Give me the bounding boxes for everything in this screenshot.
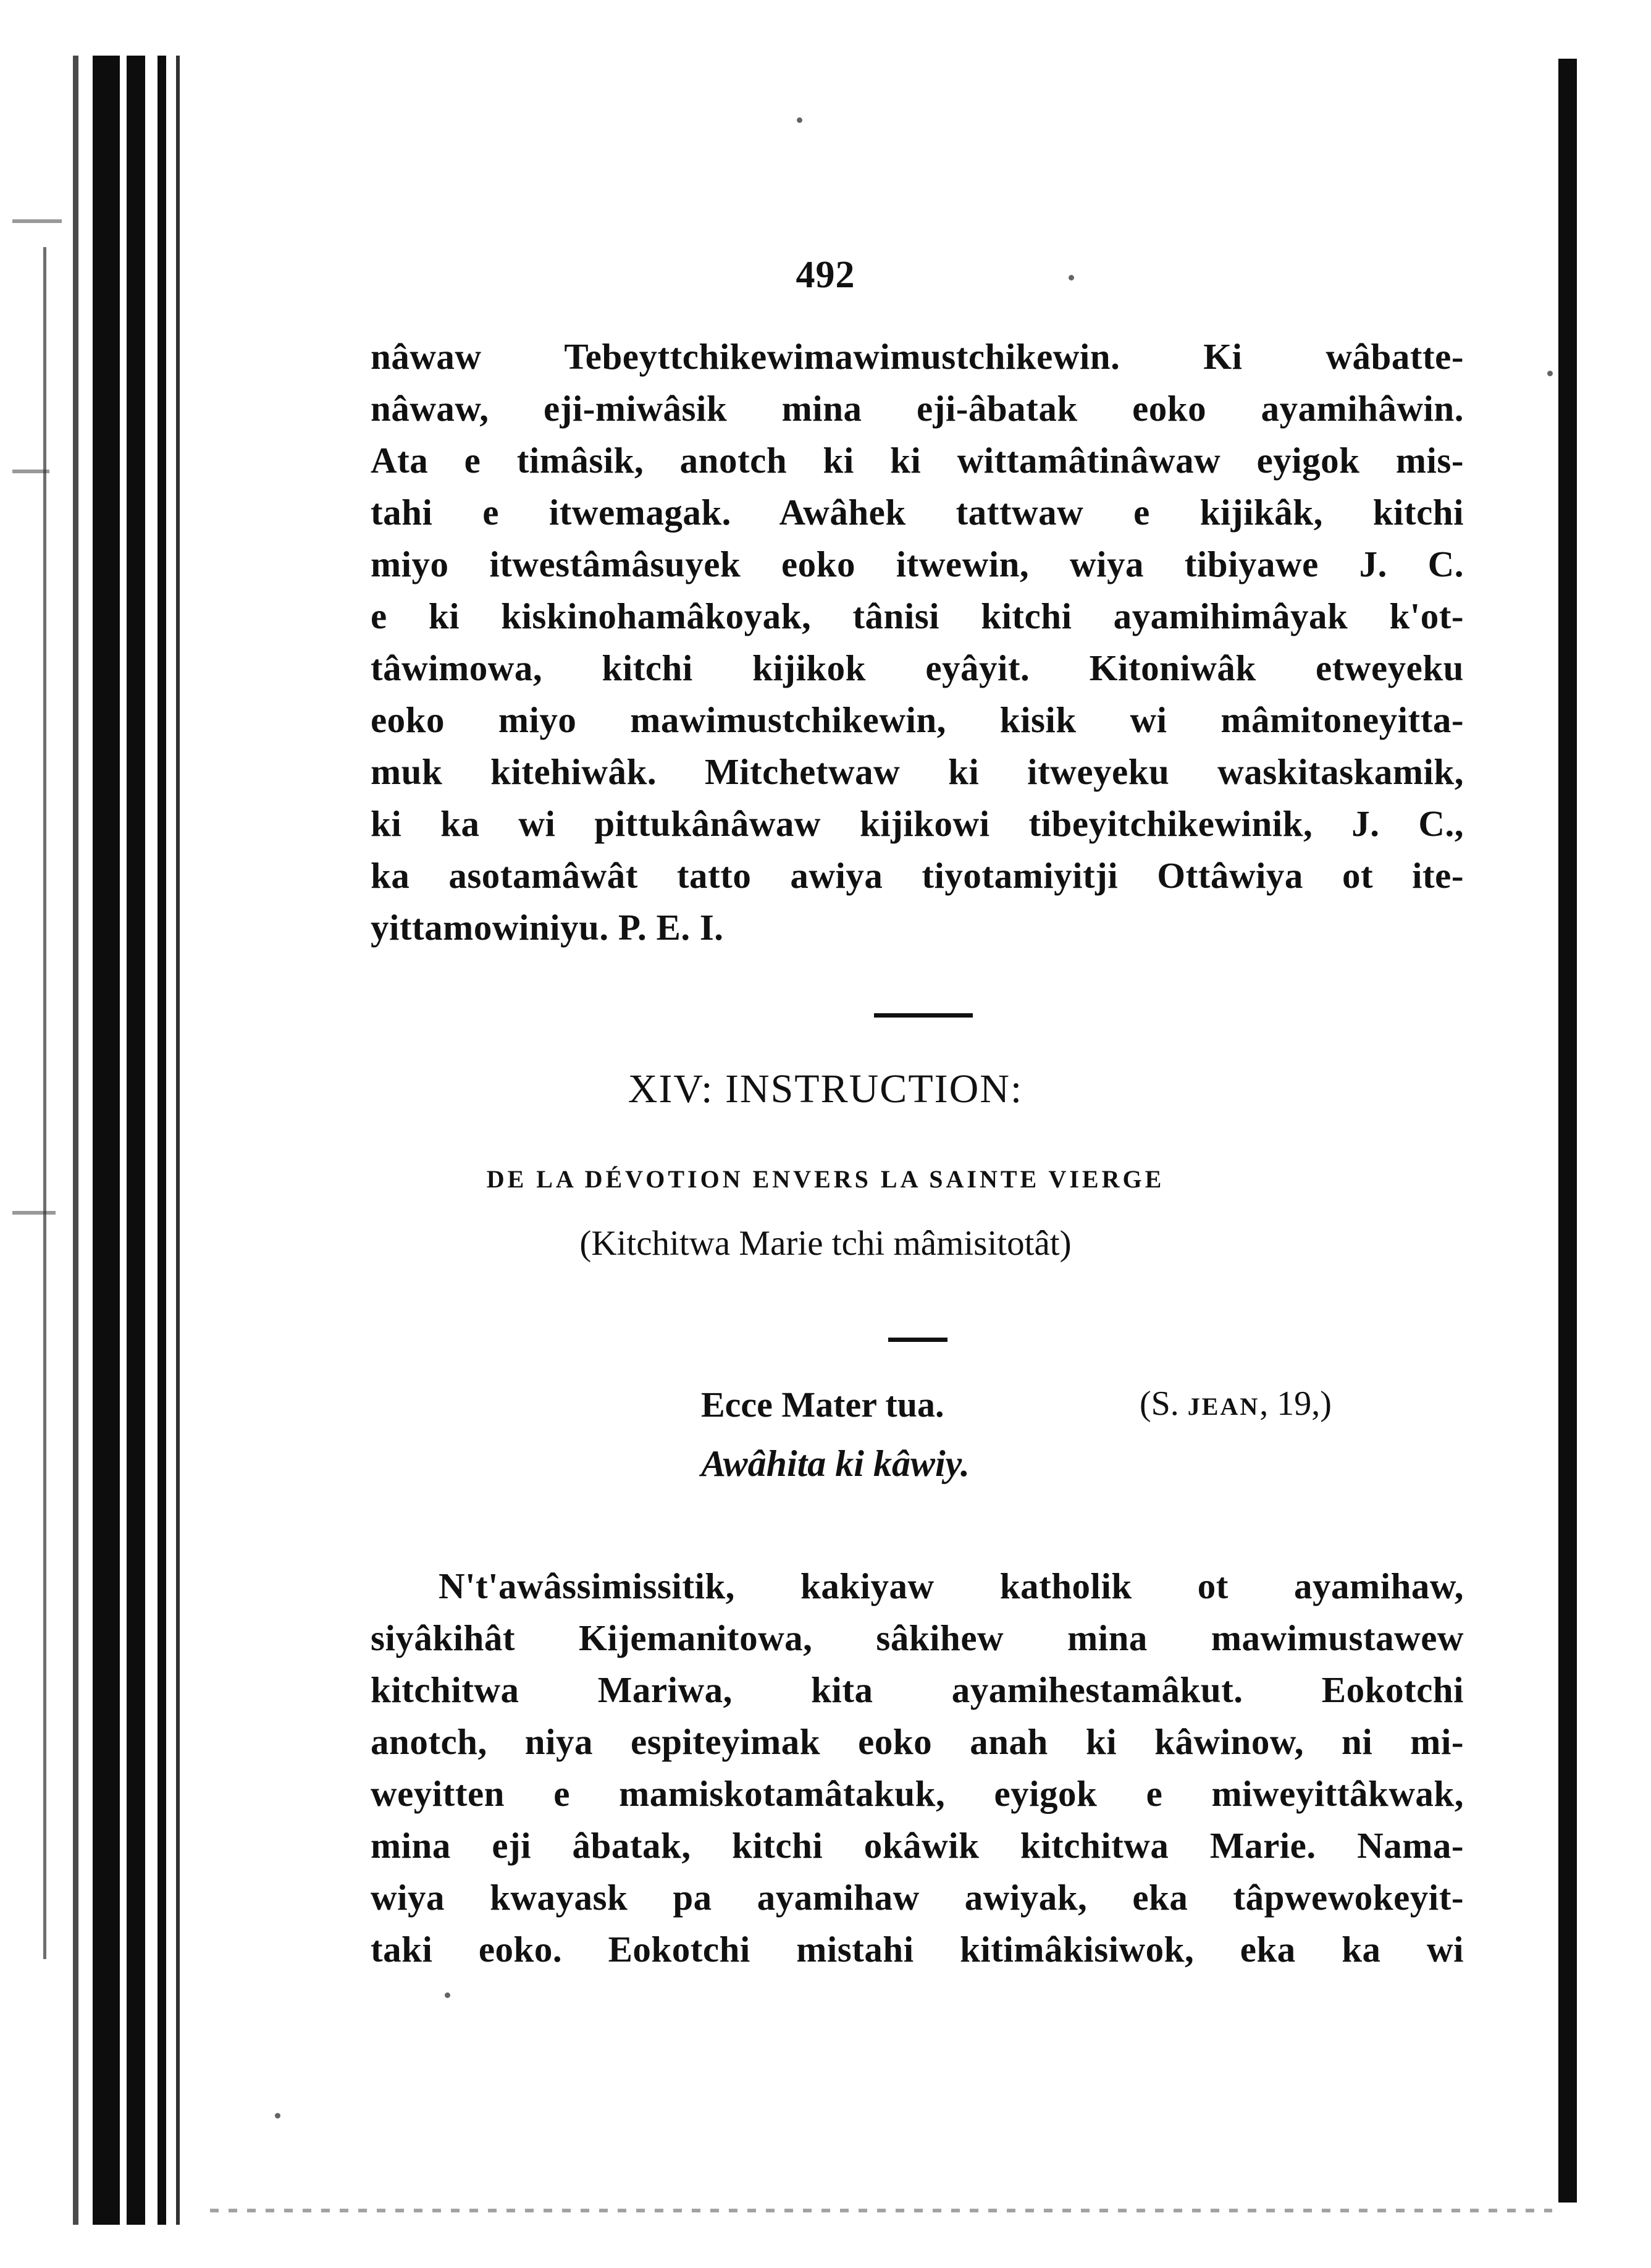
binding-shadow — [176, 56, 180, 2225]
text-line: mina eji âbatak, kitchi okâwik kitchitwa Marie. Nama- — [371, 1825, 1464, 1866]
page-edge-shadow — [1558, 59, 1577, 2203]
binding-shadow — [93, 56, 120, 2225]
section-heading: XIV: INSTRUCTION: — [628, 1066, 1023, 1111]
reference-close: , 19,) — [1259, 1385, 1332, 1423]
text-line: tâwimowa, kitchi kijikok eyâyit. Kitoniwâk etweyeku — [371, 647, 1464, 688]
text-line: wiya kwayask pa ayamihaw awiyak, eka tâpwewokeyit- — [371, 1877, 1464, 1918]
section-subtitle: (Kitchitwa Marie tchi mâmisitotât) — [579, 1224, 1072, 1263]
epigraph-translation: Awâhita ki kâwiy. — [701, 1443, 970, 1484]
epigraph-reference — [1140, 1384, 1332, 1423]
binding-shadow — [158, 56, 166, 2225]
text-line: nâwaw Tebeyttchikewimawimustchikewin. Ki wâbatte- — [371, 336, 1464, 377]
page-number: 492 — [796, 254, 855, 296]
reference-open: (S. — [1140, 1385, 1188, 1423]
text-line: tahi e itwemagak. Awâhek tattwaw e kijikâk, kitchi — [371, 492, 1464, 533]
scan-speck — [1547, 371, 1553, 376]
binding-shadow — [127, 56, 145, 2225]
text-line: taki eoko. Eokotchi mistahi kitimâkisiwok, eka ka wi — [371, 1929, 1464, 1970]
scan-speck — [445, 1992, 450, 1998]
text-line: anotch, niya espiteyimak eoko anah ki kâwinow, ni mi- — [371, 1721, 1464, 1762]
text-line: Ata e timâsik, anotch ki ki wittamâtinâwaw eyigok mis- — [371, 440, 1464, 481]
reference-name: JEAN — [1187, 1393, 1260, 1420]
short-divider — [888, 1338, 947, 1342]
text-line: nâwaw, eji-miwâsik mina eji-âbatak eoko ayamihâwin. — [371, 388, 1464, 429]
text-line: kitchitwa Mariwa, kita ayamihestamâkut. Eokotchi — [371, 1669, 1464, 1710]
epigraph-latin: Ecce Mater tua. — [701, 1385, 944, 1425]
text-line: siyâkihât Kijemanitowa, sâkihew mina mawimustawew — [371, 1617, 1464, 1658]
section-divider — [874, 1013, 973, 1018]
text-line: muk kitehiwâk. Mitchetwaw ki itweyeku waskitaskamik, — [371, 751, 1464, 792]
scan-speck — [275, 2113, 280, 2118]
binding-shadow — [73, 56, 78, 2225]
scan-artifact — [12, 470, 49, 473]
text-line: weyitten e mamiskotamâtakuk, eyigok e miweyittâkwak, — [371, 1773, 1464, 1814]
text-line: ki ka wi pittukânâwaw kijikowi tibeyitchikewinik, J. C., — [371, 803, 1464, 844]
text-line: N't'awâssimissitik, kakiyaw katholik ot ayamihaw, — [439, 1566, 1464, 1606]
page-bottom-edge — [210, 2209, 1552, 2212]
text-line: eoko miyo mawimustchikewin, kisik wi mâmitoneyitta- — [371, 699, 1464, 740]
scan-artifact — [12, 1211, 56, 1215]
paragraph-continuation — [371, 331, 1464, 953]
text-line: yittamowiniyu. P. E. I. — [371, 907, 724, 948]
paragraph-instruction — [371, 1560, 1464, 1975]
section-subheading: DE LA DÉVOTION ENVERS LA SAINTE VIERGE — [486, 1165, 1165, 1193]
scan-artifact — [12, 219, 62, 223]
text-line: miyo itwestâmâsuyek eoko itwewin, wiya tibiyawe J. C. — [371, 544, 1464, 584]
binding-edge — [0, 0, 210, 2268]
scan-speck — [797, 117, 802, 123]
text-line: e ki kiskinohamâkoyak, tânisi kitchi ayamihimâyak k'ot- — [371, 596, 1464, 636]
text-line: ka asotamâwât tatto awiya tiyotamiyitji Ottâwiya ot ite- — [371, 855, 1464, 896]
